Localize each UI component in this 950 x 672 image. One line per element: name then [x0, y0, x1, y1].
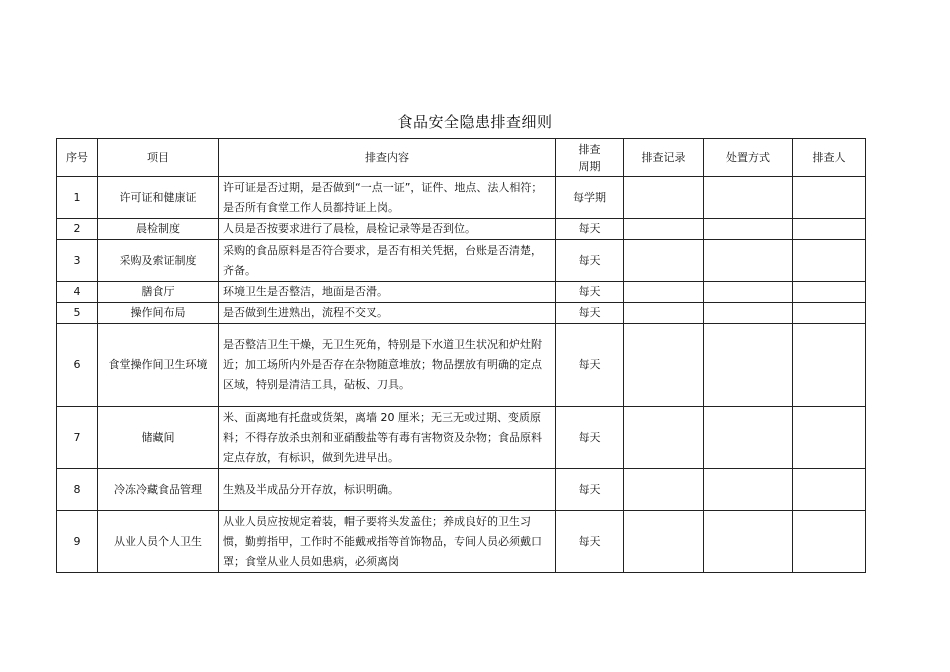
row-item: 储藏间 [98, 407, 219, 469]
header-no: 序号 [57, 139, 98, 177]
row-item: 从业人员个人卫生 [98, 511, 219, 573]
row-cycle: 每天 [556, 240, 624, 282]
row-cycle: 每天 [556, 324, 624, 407]
row-cycle: 每天 [556, 511, 624, 573]
row-no: 9 [57, 511, 98, 573]
row-content: 生熟及半成品分开存放，标识明确。 [219, 469, 556, 511]
row-inspector[interactable] [793, 469, 866, 511]
document-title: 食品安全隐患排查细则 [397, 113, 553, 131]
row-content: 是否整洁卫生干燥，无卫生死角，特别是下水道卫生状况和炉灶附近；加工场所内外是否存在杂物随意堆放；物品摆放有明确的定点区域，特别是清洁工具，砧板、刀具。 [219, 324, 556, 407]
row-method[interactable] [704, 240, 793, 282]
row-record[interactable] [624, 324, 704, 407]
row-method[interactable] [704, 407, 793, 469]
row-record[interactable] [624, 282, 704, 303]
table-row [57, 303, 866, 324]
row-record[interactable] [624, 177, 704, 219]
header-cycle: 排查 周期 [556, 139, 624, 177]
row-item: 采购及索证制度 [98, 240, 219, 282]
row-content: 环境卫生是否整洁，地面是否滑。 [219, 282, 556, 303]
header-content: 排查内容 [219, 139, 556, 177]
row-method[interactable] [704, 303, 793, 324]
row-item: 晨检制度 [98, 219, 219, 240]
row-record[interactable] [624, 219, 704, 240]
header-item: 项目 [98, 139, 219, 177]
row-inspector[interactable] [793, 407, 866, 469]
row-method[interactable] [704, 511, 793, 573]
row-inspector[interactable] [793, 240, 866, 282]
row-item: 操作间布局 [98, 303, 219, 324]
table-row [57, 282, 866, 303]
row-no: 6 [57, 324, 98, 407]
row-inspector[interactable] [793, 303, 866, 324]
row-item: 许可证和健康证 [98, 177, 219, 219]
row-content: 从业人员应按规定着装，帽子要将头发盖住；养成良好的卫生习惯，勤剪指甲，工作时不能戴戒指等首饰物品，专间人员必须戴口罩；食堂从业人员如患病，必须离岗 [219, 511, 556, 573]
row-record[interactable] [624, 469, 704, 511]
row-no: 2 [57, 219, 98, 240]
row-inspector[interactable] [793, 324, 866, 407]
row-record[interactable] [624, 303, 704, 324]
row-content: 许可证是否过期，是否做到“一点一证”，证件、地点、法人相符；是否所有食堂工作人员都持证上岗。 [219, 177, 556, 219]
table-row [57, 240, 866, 282]
row-no: 8 [57, 469, 98, 511]
table-row [57, 511, 866, 573]
row-inspector[interactable] [793, 282, 866, 303]
table-row [57, 219, 866, 240]
table-row [57, 469, 866, 511]
row-content: 采购的食品原料是否符合要求，是否有相关凭据，台账是否清楚，齐备。 [219, 240, 556, 282]
row-no: 7 [57, 407, 98, 469]
inspection-table [56, 138, 866, 573]
row-method[interactable] [704, 219, 793, 240]
row-cycle: 每天 [556, 303, 624, 324]
row-no: 3 [57, 240, 98, 282]
header-inspector: 排查人 [793, 139, 866, 177]
row-cycle: 每天 [556, 219, 624, 240]
row-cycle: 每天 [556, 282, 624, 303]
table-row [57, 407, 866, 469]
row-item: 食堂操作间卫生环境 [98, 324, 219, 407]
row-method[interactable] [704, 282, 793, 303]
row-no: 5 [57, 303, 98, 324]
header-row [57, 139, 866, 177]
row-record[interactable] [624, 407, 704, 469]
row-inspector[interactable] [793, 177, 866, 219]
header-record: 排查记录 [624, 139, 704, 177]
row-item: 冷冻冷藏食品管理 [98, 469, 219, 511]
row-cycle: 每学期 [556, 177, 624, 219]
row-inspector[interactable] [793, 511, 866, 573]
row-no: 4 [57, 282, 98, 303]
row-inspector[interactable] [793, 219, 866, 240]
row-cycle: 每天 [556, 469, 624, 511]
row-content: 人员是否按要求进行了晨检，晨检记录等是否到位。 [219, 219, 556, 240]
row-record[interactable] [624, 240, 704, 282]
row-item: 膳食厅 [98, 282, 219, 303]
header-method: 处置方式 [704, 139, 793, 177]
row-method[interactable] [704, 469, 793, 511]
row-content: 是否做到生进熟出，流程不交叉。 [219, 303, 556, 324]
row-cycle: 每天 [556, 407, 624, 469]
row-record[interactable] [624, 511, 704, 573]
table-row [57, 324, 866, 407]
row-content: 米、面离地有托盘或货架，离墙 20 厘米；无三无或过期、变质原料；不得存放杀虫剂和亚硝酸盐等有毒有害物资及杂物；食品原料定点存放，有标识，做到先进早出。 [219, 407, 556, 469]
table-row [57, 177, 866, 219]
row-method[interactable] [704, 324, 793, 407]
row-no: 1 [57, 177, 98, 219]
row-method[interactable] [704, 177, 793, 219]
